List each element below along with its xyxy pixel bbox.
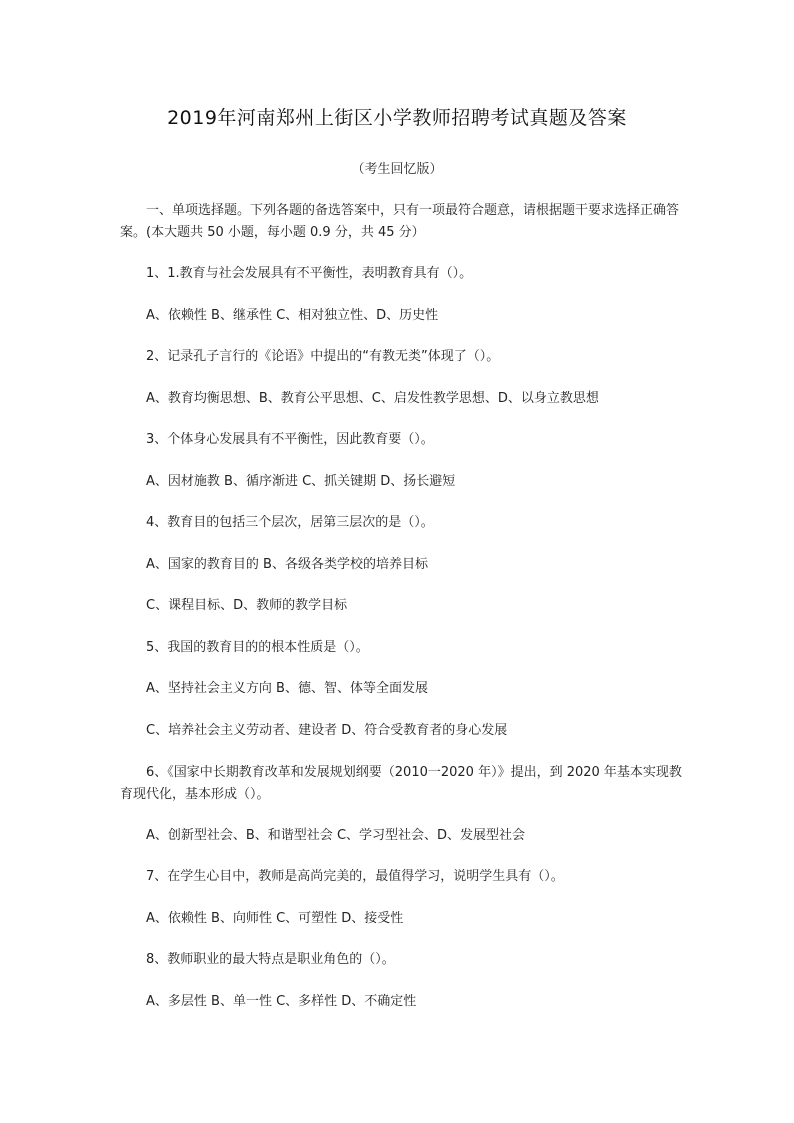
question-2-options: A、教育均衡思想、B、教育公平思想、C、启发性教学思想、D、以身立教思想: [146, 391, 599, 406]
question-3: 3、个体身心发展具有不平衡性，因此教育要（）。: [146, 432, 434, 447]
question-5-options-ab: A、坚持社会主义方向 B、德、智、体等全面发展: [146, 681, 428, 696]
question-4: 4、教育目的包括三个层次，居第三层次的是（）。: [146, 515, 434, 530]
document-subtitle: （考生回忆版）: [351, 162, 443, 177]
question-5-options-cd: C、培养社会主义劳动者、建设者 D、符合受教育者的身心发展: [146, 723, 508, 738]
question-3-options: A、因材施教 B、循序渐进 C、抓关键期 D、扬长避短: [146, 474, 456, 489]
question-6-options: A、创新型社会、B、和谐型社会 C、学习型社会、D、发展型社会: [146, 828, 526, 843]
question-7: 7、在学生心目中，教师是高尚完美的，最值得学习，说明学生具有（）。: [146, 869, 564, 884]
question-8: 8、教师职业的最大特点是职业角色的（）。: [146, 952, 395, 967]
section-instructions: 一、单项选择题。下列各题的备选答案中，只有一项最符合题意，请根据题干要求选择正确答案。(本大题共 50 小题，每小题 0.9 分，共 45 分）: [120, 203, 680, 240]
question-5: 5、我国的教育目的的根本性质是（）。: [146, 640, 369, 655]
question-1-options: A、依赖性 B、继承性 C、相对独立性、D、历史性: [146, 308, 439, 323]
question-7-options: A、依赖性 B、向师性 C、可塑性 D、接受性: [146, 911, 404, 926]
question-4-options-cd: C、课程目标、D、教师的教学目标: [146, 598, 348, 613]
question-8-options: A、多层性 B、单一性 C、多样性 D、不确定性: [146, 994, 417, 1009]
question-1: 1、1.教育与社会发展具有不平衡性，表明教育具有（）。: [146, 266, 473, 281]
question-2: 2、记录孔子言行的《论语》中提出的“有教无类”体现了（）。: [146, 349, 500, 364]
question-4-options-ab: A、国家的教育目的 B、各级各类学校的培养目标: [146, 557, 428, 572]
question-6: 6、《国家中长期教育改革和发展规划纲要（2010一2020 年）》提出，到 2020 年基本实现教育现代化，基本形成（）。: [120, 765, 682, 802]
document-title: 2019年河南郑州上街区小学教师招聘考试真题及答案: [167, 107, 627, 129]
